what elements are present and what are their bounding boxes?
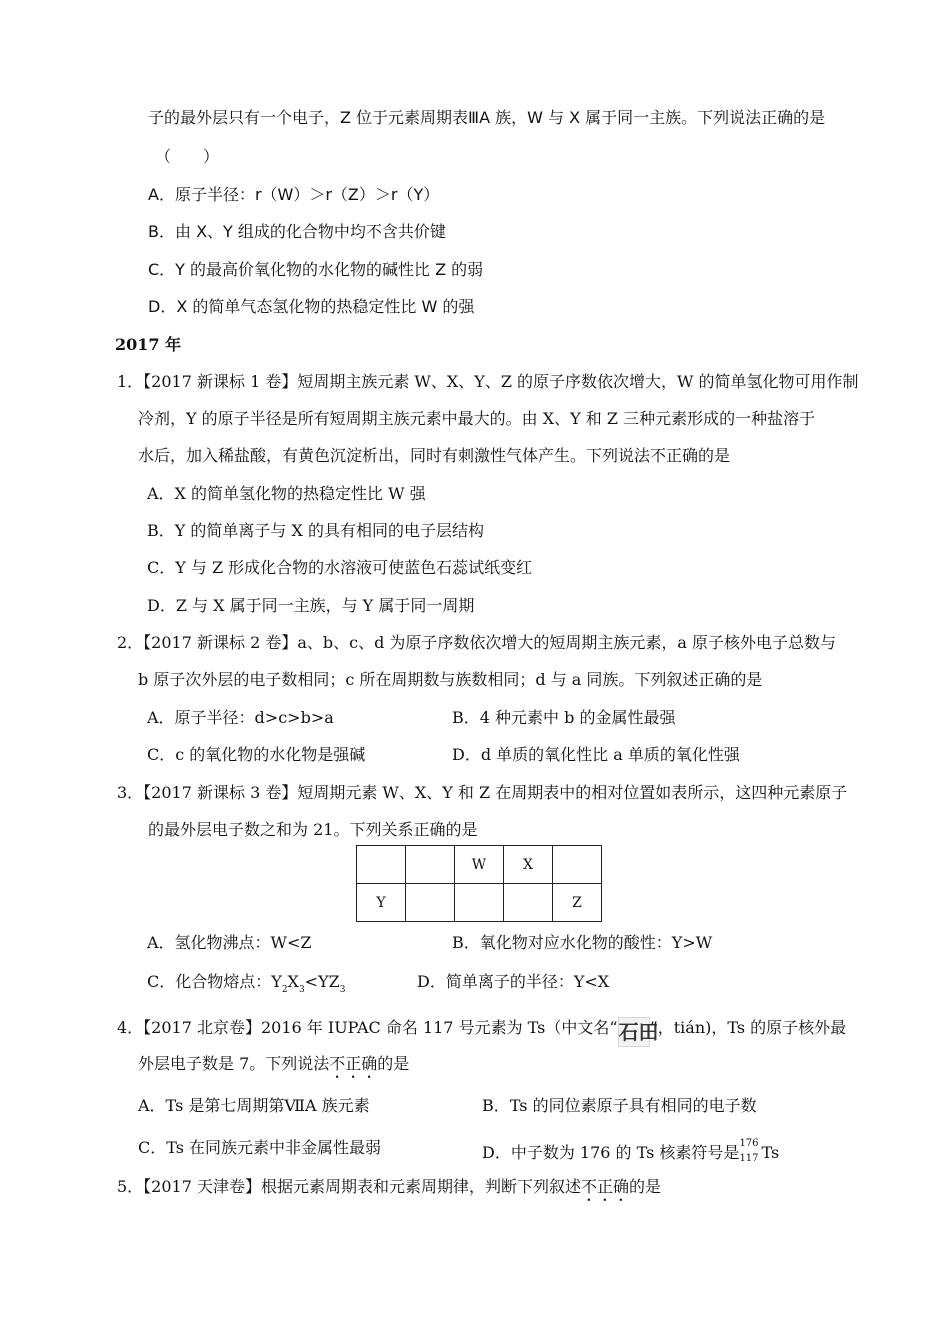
answer-paren: （ ） [155, 147, 220, 166]
q4-stem-line-1 [117, 1017, 846, 1047]
table-cell: Y [357, 884, 406, 922]
table-cell [504, 884, 553, 922]
table-cell: Z [553, 884, 602, 922]
formula-element: X [287, 972, 299, 991]
q4-stem-text: 4．【2017 北京卷】2016 年 IUPAC 命名 117 号元素为 Ts（中文名“ [117, 1018, 618, 1037]
periodic-position-table [356, 845, 602, 922]
q4-option-d [482, 1138, 779, 1163]
q1-stem-line-1: 1．【2017 新课标 1 卷】短周期主族元素 W、X、Y、Z 的原子序数依次增大，W 的简单氢化物可用作制 [117, 372, 859, 391]
q4-option-d-label: D．中子数为 176 的 Ts 核素符号是 [482, 1143, 740, 1162]
q2-option-d: D．d 单质的氧化性比 a 单质的氧化性强 [452, 745, 740, 764]
q4-option-a: A．Ts 是第七周期第ⅦA 族元素 [138, 1096, 370, 1115]
year-heading: 2017 年 [115, 335, 182, 354]
q3-option-c [147, 972, 346, 1000]
formula-element: Y [271, 972, 282, 991]
prev-option-c: C．Y 的最高价氧化物的水化物的碱性比 Z 的弱 [148, 260, 484, 279]
formula-subscript: 2 [281, 985, 288, 995]
q1-option-b: B．Y 的简单离子与 X 的具有相同的电子层结构 [147, 521, 484, 540]
q2-option-b: B．4 种元素中 b 的金属性最强 [452, 708, 676, 727]
q4-stem-line-2 [138, 1054, 409, 1082]
q1-option-d: D．Z 与 X 属于同一主族，与 Y 属于同一周期 [147, 596, 475, 615]
q4-stem-text: ”，tián)，Ts 的原子核外最 [649, 1018, 847, 1037]
q3-option-d: D．简单离子的半径：Y<X [417, 972, 610, 991]
q5-stem-text: 的是 [629, 1177, 662, 1196]
table-cell: W [455, 846, 504, 884]
q3-option-a: A．氢化物沸点：W<Z [147, 933, 312, 952]
tian-character-image: 石田 [618, 1017, 650, 1047]
table-cell [406, 884, 455, 922]
emphasized-text: 不正确 [329, 1054, 378, 1073]
q5-stem [117, 1177, 661, 1205]
formula-element: <YZ [304, 972, 340, 991]
atomic-number: 117 [739, 1153, 759, 1164]
element-symbol: Ts [761, 1143, 780, 1162]
q2-stem-line-1: 2．【2017 新课标 2 卷】a、b、c、d 为原子序数依次增大的短周期主族元素，a 原子核外电子总数与 [117, 633, 837, 652]
q1-stem-line-3: 水后，加入稀盐酸，有黄色沉淀析出，同时有刺激性气体产生。下列说法不正确的是 [138, 446, 731, 465]
q1-option-a: A．X 的简单氢化物的热稳定性比 W 强 [147, 484, 426, 503]
q2-option-a: A．原子半径：d>c>b>a [147, 708, 334, 727]
q4-option-b: B．Ts 的同位素原子具有相同的电子数 [482, 1096, 757, 1115]
table-cell: X [504, 846, 553, 884]
q3-option-b: B．氧化物对应水化物的酸性：Y>W [452, 933, 713, 952]
q1-option-c: C．Y 与 Z 形成化合物的水溶液可使蓝色石蕊试纸变红 [147, 558, 533, 577]
q1-stem-line-2: 冷剂，Y 的原子半径是所有短周期主族元素中最大的。由 X、Y 和 Z 三种元素形成的一种盐溶于 [138, 409, 816, 428]
formula-subscript: 3 [339, 985, 346, 995]
q4-option-c: C．Ts 在同族元素中非金属性最弱 [138, 1138, 382, 1157]
q2-stem-line-2: b 原子次外层的电子数相同；c 所在周期数与族数相同；d 与 a 同族。下列叙述正确的是 [138, 670, 763, 689]
table-cell [357, 846, 406, 884]
table-cell [553, 846, 602, 884]
table-cell [406, 846, 455, 884]
table-cell [455, 884, 504, 922]
q4-stem-text: 外层电子数是 7。下列说法 [138, 1054, 330, 1073]
mass-number: 176 [739, 1138, 759, 1149]
emphasized-text: 不正确 [581, 1177, 630, 1196]
prev-option-b: B．由 X、Y 组成的化合物中均不含共价键 [148, 222, 446, 241]
q5-stem-text: 5．【2017 天津卷】根据元素周期表和元素周期律，判断下列叙述 [117, 1177, 581, 1196]
prev-question-stem: 子的最外层只有一个电子，Z 位于元素周期表ⅢA 族，W 与 X 属于同一主族。下列说法正确的是 [148, 108, 826, 127]
q4-stem-text: 的是 [377, 1054, 410, 1073]
formula-subscript: 3 [298, 985, 305, 995]
q3-stem-line-2: 的最外层电子数之和为 21。下列关系正确的是 [148, 820, 478, 839]
nuclide-symbol [739, 1138, 761, 1164]
prev-option-a: A．原子半径：r（W）＞r（Z）＞r（Y） [148, 185, 440, 204]
prev-option-d: D．X 的简单气态氢化物的热稳定性比 W 的强 [148, 297, 475, 316]
q3-stem-line-1: 3．【2017 新课标 3 卷】短周期元素 W、X、Y 和 Z 在周期表中的相对位置如表所示，这四种元素原子 [117, 783, 848, 802]
q2-option-c: C．c 的氧化物的水化物是强碱 [147, 745, 366, 764]
table-row [357, 884, 602, 922]
q3-option-c-label: C．化合物熔点： [147, 972, 272, 991]
table-row [357, 846, 602, 884]
